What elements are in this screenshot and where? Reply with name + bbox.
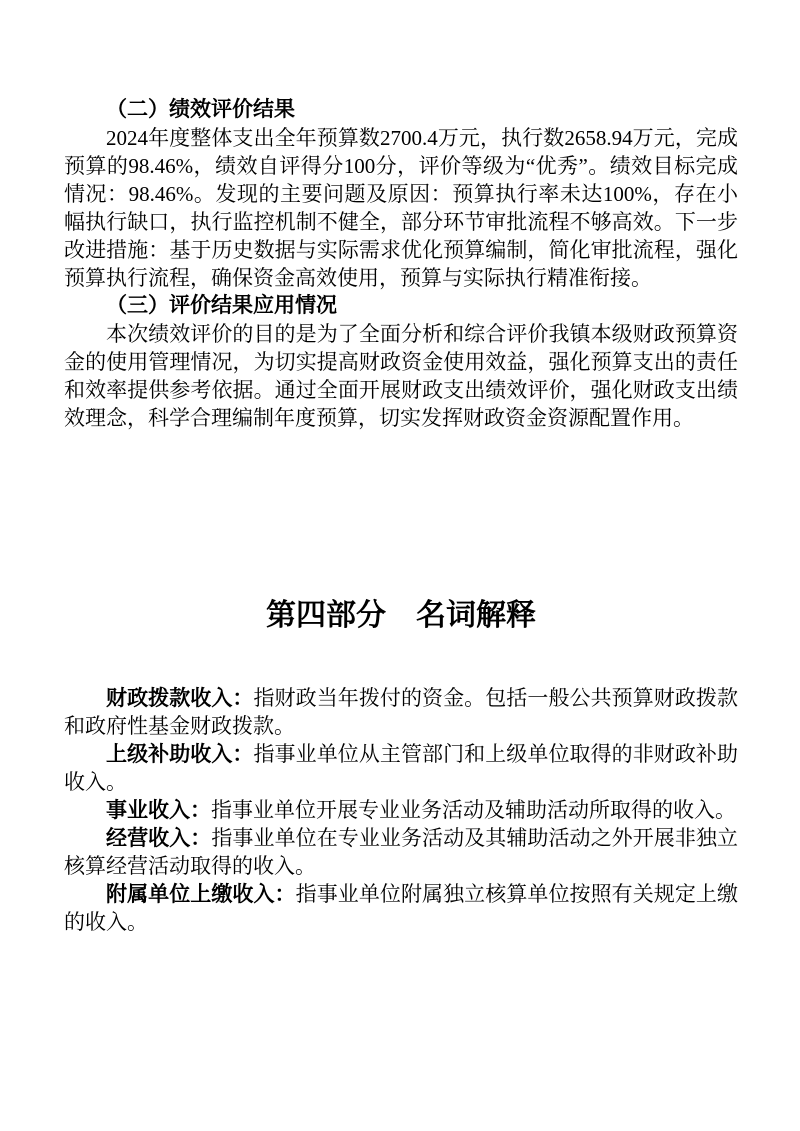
definition-term: 附属单位上缴收入： xyxy=(106,882,296,906)
definition-text: 指事业单位从主管部门和上级单位取得的非财政补助收入。 xyxy=(64,742,738,794)
definition-term: 财政拨款收入： xyxy=(106,686,254,710)
definition-text: 指事业单位附属独立核算单位按照有关规定上缴的收入。 xyxy=(64,882,739,934)
part-four-title: 第四部分 名词解释 xyxy=(266,599,536,632)
definition-term: 事业收入： xyxy=(106,798,211,822)
definition-item xyxy=(64,796,738,824)
performance-evaluation-results-paragraph: 2024年度整体支出全年预算数2700.4万元，执行数2658.94万元，完成预算的98.46%，绩效自评得分100分，评价等级为“优秀”。绩效目标完成情况：98.46%。发现的主要问题及原因：预算执行率未达100%，存在小幅执行缺口，执行监控机制不健全，部分环节审批流程不够高效。下一步改进措施：基于历史数据与实际需求优化预算编制，简化审批流程，强化预算执行流程，确保资金高效使用，预算与实际执行精准衔接。 xyxy=(64,126,738,290)
section-heading-performance-evaluation-results: （二）绩效评价结果 xyxy=(106,98,295,121)
definition-item xyxy=(64,740,738,796)
definition-item xyxy=(64,684,738,740)
definition-item xyxy=(64,880,738,936)
definition-term: 上级补助收入： xyxy=(106,742,254,766)
definition-term: 经营收入： xyxy=(106,826,212,850)
definition-item xyxy=(64,824,738,880)
definition-text: 指财政当年拨付的资金。包括一般公共预算财政拨款和政府性基金财政拨款。 xyxy=(64,686,738,738)
definition-text: 指事业单位在专业业务活动及其辅助活动之外开展非独立核算经营活动取得的收入。 xyxy=(64,826,739,878)
glossary-definitions xyxy=(64,684,738,936)
definition-text: 指事业单位开展专业业务活动及辅助活动所取得的收入。 xyxy=(211,798,736,822)
evaluation-result-application-paragraph: 本次绩效评价的目的是为了全面分析和综合评价我镇本级财政预算资金的使用管理情况，为切实提高财政资金使用效益，强化预算支出的责任和效率提供参考依据。通过全面开展财政支出绩效评价，强化财政支出绩效理念，科学合理编制年度预算，切实发挥财政资金资源配置作用。 xyxy=(64,322,738,430)
section-heading-evaluation-result-application: （三）评价结果应用情况 xyxy=(106,294,337,317)
